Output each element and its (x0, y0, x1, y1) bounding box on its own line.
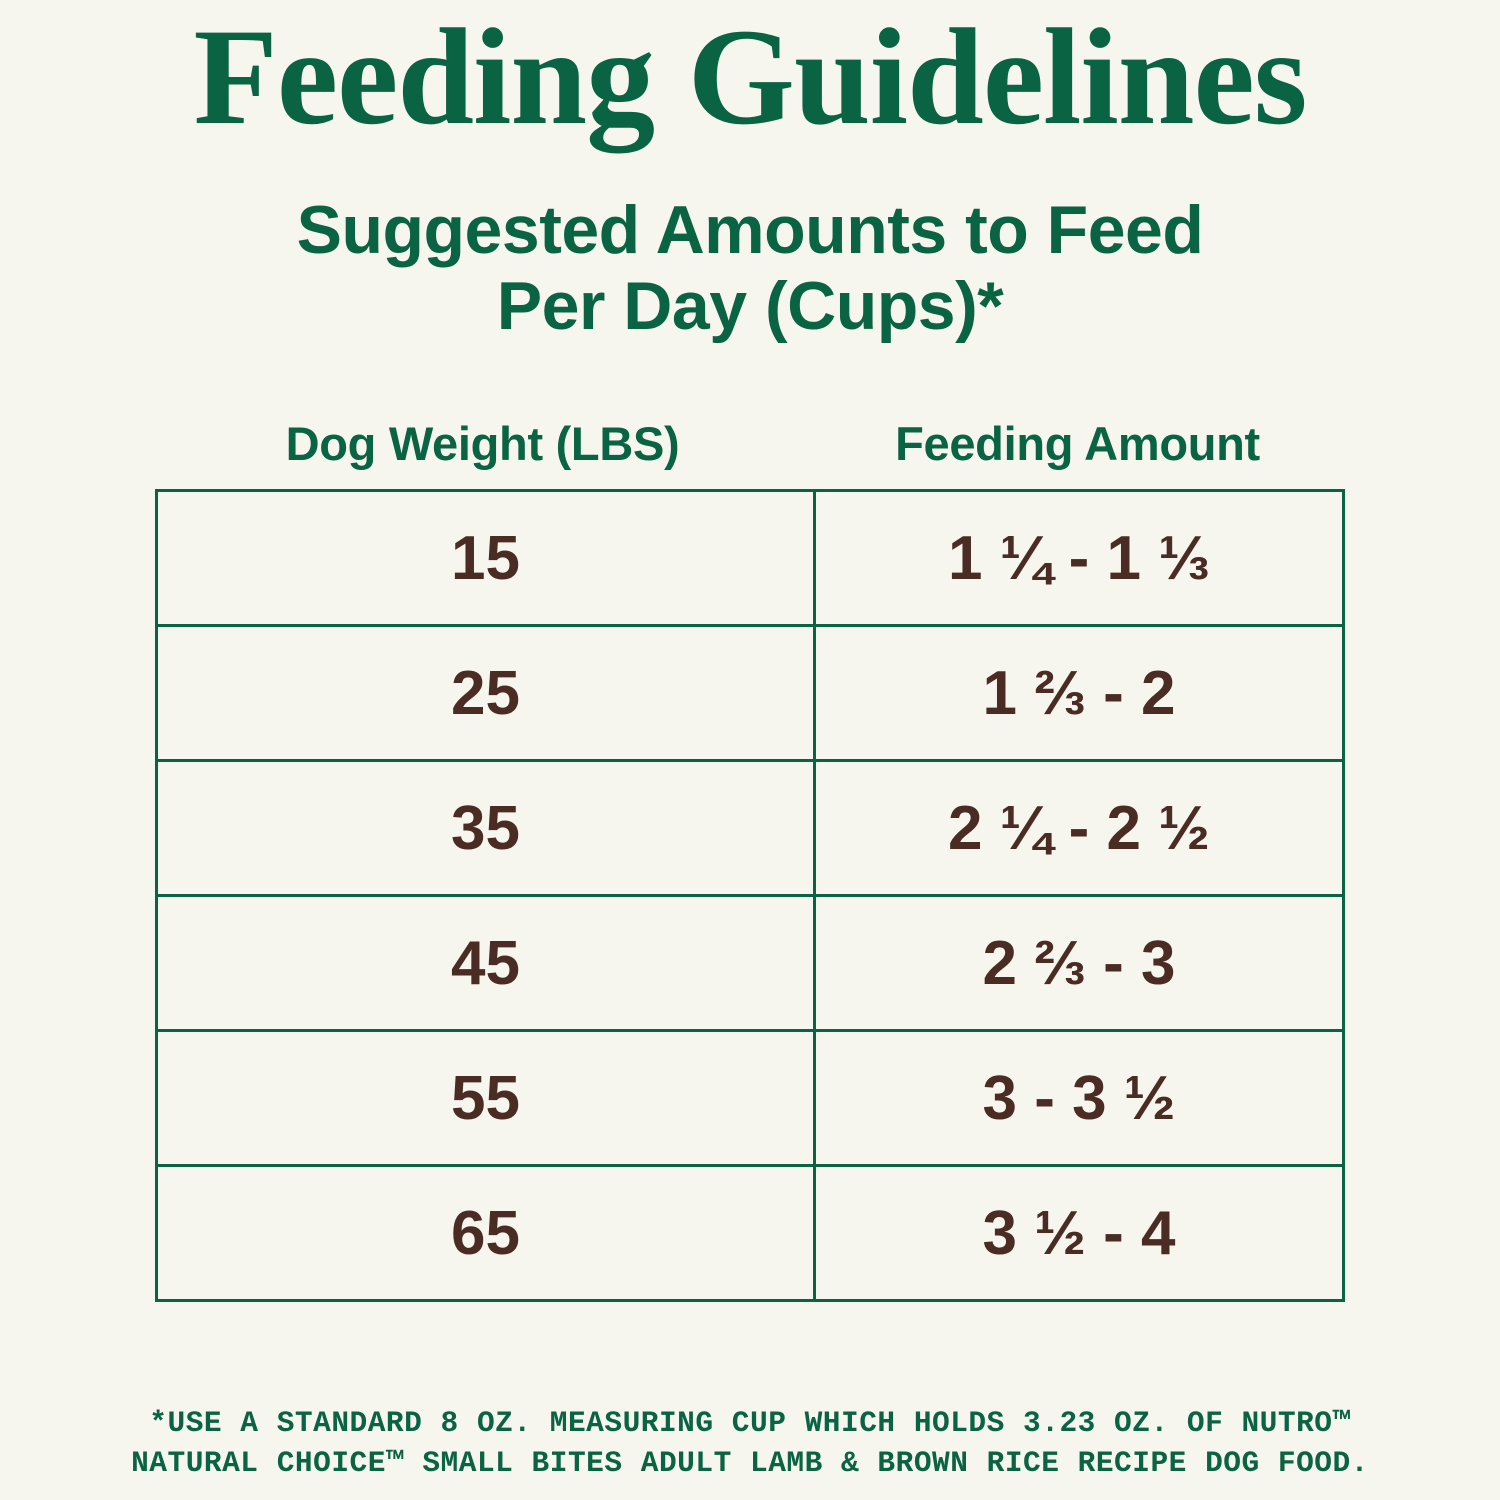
cell-dog-weight: 55 (157, 1031, 815, 1166)
page-title: Feeding Guidelines (193, 0, 1307, 153)
footnote (0, 1404, 1500, 1484)
column-header-dog-weight: Dog Weight (LBS) (285, 417, 680, 471)
table-row (157, 1031, 1344, 1166)
cell-dog-weight: 45 (157, 896, 815, 1031)
cell-dog-weight: 35 (157, 761, 815, 896)
cell-feeding-amount: 3 - 3 ½ (815, 1031, 1344, 1166)
cell-dog-weight: 25 (157, 626, 815, 761)
cell-dog-weight: 65 (157, 1166, 815, 1301)
cell-feeding-amount: 2 ⅔ - 3 (815, 896, 1344, 1031)
table-row (157, 896, 1344, 1031)
table-row (157, 1166, 1344, 1301)
feeding-table (155, 489, 1345, 1302)
subtitle-line-1: Suggested Amounts to Feed (296, 192, 1204, 268)
footnote-line-1: *USE A STANDARD 8 OZ. MEASURING CUP WHICH HOLDS 3.23 OZ. OF NUTRO™ (149, 1406, 1351, 1441)
table-row (157, 491, 1344, 626)
column-header-feeding-amount: Feeding Amount (895, 417, 1260, 471)
cell-dog-weight: 15 (157, 491, 815, 626)
page-subtitle (85, 192, 1415, 344)
table-column-headers (60, 416, 1440, 471)
table-row (157, 626, 1344, 761)
cell-feeding-amount: 1 ⅔ - 2 (815, 626, 1344, 761)
cell-feeding-amount: 2 ¼ - 2 ½ (815, 761, 1344, 896)
footnote-line-2: NATURAL CHOICE™ SMALL BITES ADULT LAMB & BROWN RICE RECIPE DOG FOOD. (131, 1446, 1369, 1481)
cell-feeding-amount: 1 ¼ - 1 ⅓ (815, 491, 1344, 626)
table-row (157, 761, 1344, 896)
subtitle-line-2: Per Day (Cups)* (496, 268, 1004, 345)
cell-feeding-amount: 3 ½ - 4 (815, 1166, 1344, 1301)
